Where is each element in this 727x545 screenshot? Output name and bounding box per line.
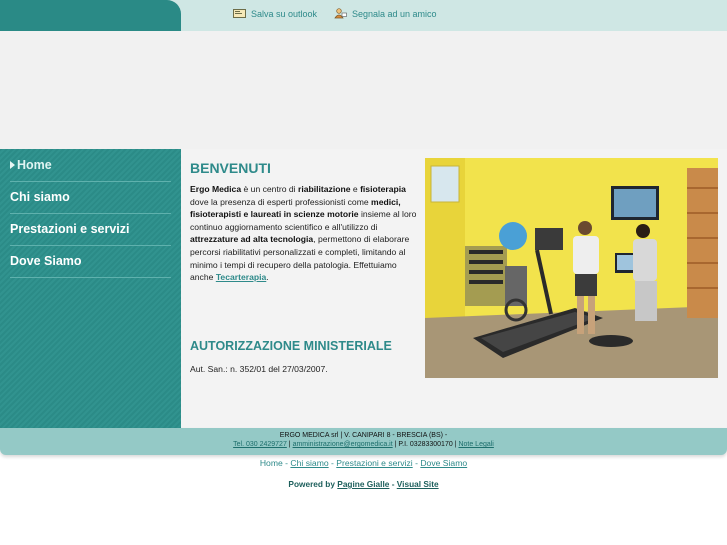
pagine-gialle-link[interactable]: Pagine Gialle bbox=[337, 479, 390, 489]
bottom-nav bbox=[0, 458, 727, 468]
separator: - bbox=[328, 458, 337, 468]
tell-friend-link[interactable] bbox=[334, 8, 437, 19]
authorization-text: Aut. San.: n. 352/01 del 27/03/2007. bbox=[190, 364, 328, 374]
intro-bold: attrezzature ad alta tecnologia bbox=[190, 234, 314, 245]
footer bbox=[0, 428, 727, 455]
save-outlook-label: Salva su outlook bbox=[251, 8, 318, 19]
powered-label: Powered by bbox=[288, 479, 338, 489]
powered-by bbox=[0, 479, 727, 489]
bottom-nav-home[interactable]: Home bbox=[259, 458, 283, 468]
section-title: AUTORIZZAZIONE MINISTERIALE bbox=[190, 339, 392, 353]
sidebar-item-label: Dove Siamo bbox=[10, 254, 82, 268]
sidebar-item-dove-siamo[interactable] bbox=[10, 246, 171, 278]
footer-contacts bbox=[0, 439, 727, 448]
sidebar-item-label: Home bbox=[17, 158, 52, 172]
intro-text: dove la presenza di esperti professionisti come bbox=[190, 196, 372, 207]
intro-text: . bbox=[266, 272, 269, 283]
sidebar-item-home[interactable] bbox=[10, 150, 171, 182]
tell-friend-label: Segnala ad un amico bbox=[352, 8, 437, 19]
intro-paragraph bbox=[190, 183, 422, 284]
separator: - bbox=[389, 479, 397, 489]
vat-number: | P.I. 03283300170 | bbox=[392, 441, 459, 448]
sidebar bbox=[0, 149, 181, 428]
page-title: BENVENUTI bbox=[190, 160, 271, 176]
intro-text: è un centro di bbox=[241, 184, 298, 194]
sidebar-item-label: Chi siamo bbox=[10, 190, 70, 204]
top-bar-tab bbox=[0, 0, 181, 31]
brand-name: Ergo Medica bbox=[190, 184, 242, 194]
tecarterapia-link[interactable]: Tecarterapia bbox=[215, 272, 267, 283]
intro-bold: fisioterapia bbox=[360, 184, 406, 194]
separator: | bbox=[286, 441, 293, 448]
intro-bold: medici, fisioterapisti e laureati in scienze motorie bbox=[190, 196, 401, 220]
sidebar-item-label: Prestazioni e servizi bbox=[10, 222, 130, 236]
header-banner bbox=[0, 31, 727, 149]
intro-text: e bbox=[350, 184, 361, 194]
bottom-nav-prestazioni[interactable]: Prestazioni e servizi bbox=[336, 458, 413, 468]
friend-icon bbox=[334, 8, 347, 19]
bottom-nav-chi-siamo[interactable]: Chi siamo bbox=[290, 458, 329, 468]
bottom-nav-dove-siamo[interactable]: Dove Siamo bbox=[420, 458, 468, 468]
email-link[interactable]: amministrazione@ergomedica.it bbox=[292, 441, 393, 448]
sidebar-item-prestazioni[interactable] bbox=[10, 214, 171, 246]
play-arrow-icon bbox=[10, 161, 15, 169]
separator: - bbox=[412, 458, 421, 468]
save-outlook-link[interactable] bbox=[233, 8, 317, 19]
phone-link[interactable]: Tel. 030 2429727 bbox=[233, 441, 287, 448]
sidebar-item-chi-siamo[interactable] bbox=[10, 182, 171, 214]
intro-text: , permettono di elaborare percorsi riabilitativi personalizzati e completi, limitando al minimo i tempi di recupero della patologia. Effettuiamo anche bbox=[190, 234, 410, 283]
separator: - bbox=[282, 458, 291, 468]
intro-text: insieme al loro continuo aggiornamento scientifico e all'utilizzo di bbox=[190, 209, 417, 232]
legal-notes-link[interactable]: Note Legali bbox=[458, 441, 494, 448]
top-bar bbox=[0, 0, 727, 31]
visual-site-link[interactable]: Visual Site bbox=[396, 479, 439, 489]
gym-photo bbox=[425, 158, 718, 378]
intro-bold: riabilitazione bbox=[297, 184, 351, 194]
outlook-icon bbox=[233, 8, 246, 19]
main-content bbox=[181, 149, 727, 428]
footer-address: ERGO MEDICA srl | V. CANIPARI 8 - BRESCIA (BS) - bbox=[279, 432, 448, 439]
